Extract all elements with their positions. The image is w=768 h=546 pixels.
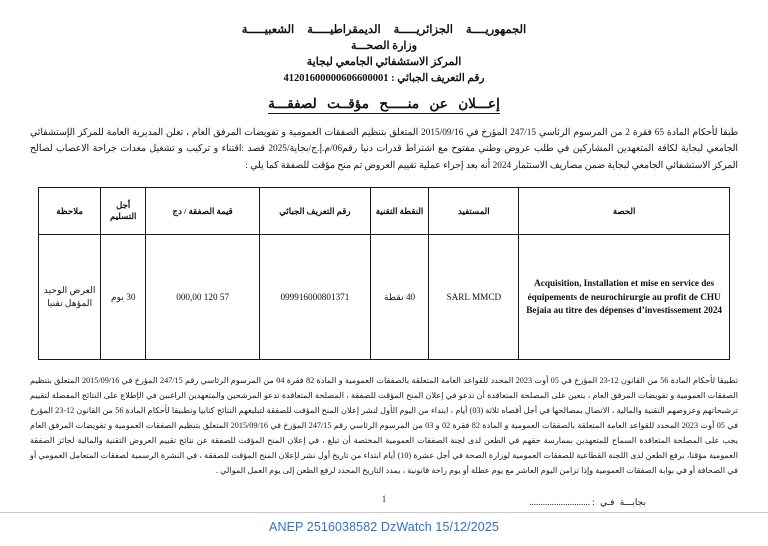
table-header-delay: أجل التسليم <box>101 188 146 235</box>
page-title-text: إعـــلان عن منـــــح مؤقــت لصفقـــة <box>268 96 500 114</box>
table-header-beneficiary: المستفيد <box>429 188 519 235</box>
intro-paragraph: طبقا لأحكام المادة 65 فقرة 2 من المرسوم الرئاسي 247/15 المؤرخ في 2015/09/16 المتعلق بتنظيم الصفقات العمومية و تفويضات المرفق العام ، تعلن المديرية العامة للمركز الإستشفائي الجامعي لبجاية لكافة المتعهدين المشاركين في طلب عروض وطني مفتوح مع اشتراط قدرات دنيا رقم06/م.إ.ج/بجاية/2025 قصد :اقتناء و تركيب و تشغيل معدات جراحة الاعصاب لصالح المركز الاستشفائي الجامعي لبجاية ضمن مصاريف الاستثمار 2024 أنه بعد إجراء عملية تقييم العروض تم منح مؤقت للصفقة كما يلي : <box>30 127 739 171</box>
cell-beneficiary: SARL MMCD <box>429 235 519 360</box>
signature-place-label: بجايـــة فـي : <box>592 496 646 507</box>
cell-amount: 57 120 000,00 <box>146 235 260 360</box>
cell-note: العرض الوحيد المؤهل تقنيا <box>39 235 101 360</box>
award-table-wrapper <box>30 187 738 360</box>
header-institution-line: المركز الاستشفائي الجامعي لبجاية <box>306 55 462 68</box>
table-header-amount: قيمة الصفقة / دج <box>146 188 260 235</box>
cell-delay: 30 يوم <box>101 235 146 360</box>
table-header-row <box>39 188 730 235</box>
header-tax-id-label: رقم التعريف الجبائي : <box>391 72 485 84</box>
award-table <box>38 187 730 360</box>
cell-tax-id: 099916000801371 <box>260 235 371 360</box>
table-header-technical-score: النقطة التقنية <box>370 188 429 235</box>
page-number: 1 <box>381 494 387 504</box>
anep-footer-text: ANEP 2516038582 DzWatch 15/12/2025 <box>269 520 499 534</box>
header-republic-line: الجمهوريــــة الجزائريـــــة الديمقراطيـــــة الشعبيـــــة <box>241 24 527 36</box>
table-header-lot: الحصة <box>519 188 730 235</box>
header-ministry-line: وزارة الصحـــة <box>350 39 418 52</box>
table-header-note: ملاحظة <box>39 188 101 235</box>
cell-technical-score: 40 نقطة <box>370 235 429 360</box>
legal-paragraph: تطبيقا لأحكام المادة 56 من القانون 12-23 المؤرخ في 05 أوت 2023 المحدد للقواعد العامة المتعلقة بالصفقات العمومية و المادة 82 فقرة 04 من المرسوم الرئاسي رقم 247/15 المؤرخ في 2015/09/16 المتعلق بتنظيم الصفقات العمومية و تفويضات المرفق العام ، يتعين على المصلحة المتعاقدة أن تدعو في إعلان المنح المؤقت للصفقة ، المصلحة المتعاقدة تدعو المرشحين والمتعهدين الراغبين في الإطلاع على النتائج المفصلة لتقييم ترشيحاتهم وعروضهم التقنية والمالية ، الاتصال بمصالحها في أجل أقصاه ثلاثة (03) أيام ، ابتداء من اليوم الأول لنشر إعلان المنح المؤقت للصفقة لتبليغهم النتائج كتابيا وتطبيقا لأحكام المادة 56 من القانون 12-23 المؤرخ في 05 أوت 2023 المحدد للقواعد العامة المتعلقة بالصفقات العمومية و المادة 82 فقرة 02 و 03 من المرسوم الرئاسي رقم 247/15 المؤرخ في 2015/09/16 المتعلق بتنظيم الصفقات العمومية و تفويضات المرفق العام يجب على المصلحة المتعاقدة السماح للمتعهدين بممارسة حقهم في الطعن لدى لجنة الصفقات العمومية المختصة أن تبلغ ، في إعلان المنح المؤقت للصفقة عن نتائج تقييم العروض التقنية والمالية لحائز الصفقة العمومية مؤقتا، يرفع الطعن لدى اللجنة القطاعية للصفقات العمومية لوزارة الصحة في أجل عشرة (10) أيام ابتداء من تاريخ أول نشر لإعلان المنح المؤقت للصفقة ، في النشرة الرسمية لصفقات المتعامل العمومي أو في الصحافة أو في بوابة الصفقات العمومية وإذا تزامن اليوم العاشر مع يوم عطلة أو يوم راحة قانونية ، يمدد التاريخ المحدد لرفع الطعن إلى يوم العمل الموالي . <box>30 376 739 475</box>
header-tax-id-line <box>30 71 738 86</box>
header-tax-id-number: 41201600000606600001 <box>283 72 389 84</box>
cell-lot: Acquisition, Installation et mise en service des équipements de neurochirurgie au profit de CHU Bejaia au titre des dépenses d’investissement 2024 <box>519 235 730 360</box>
signature-place-dots: ........................... <box>529 496 590 507</box>
table-header-tax-id: رقم التعريف الجبائي <box>260 188 371 235</box>
page-title <box>30 96 738 112</box>
table-row <box>39 235 730 360</box>
document-header <box>30 22 738 86</box>
